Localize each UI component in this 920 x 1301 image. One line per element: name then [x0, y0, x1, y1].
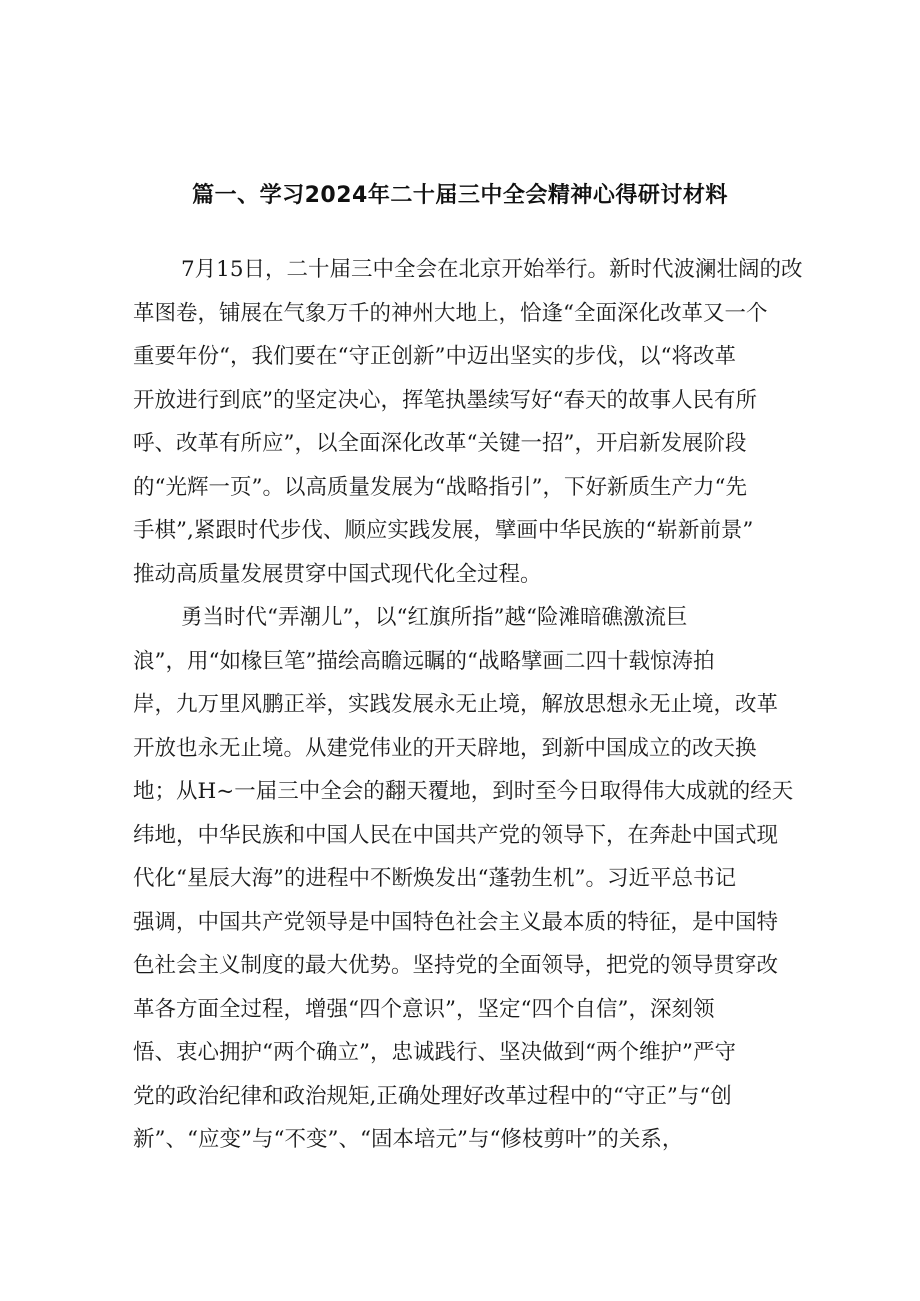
paragraph-line: 新”、“应变”与“不变”、“固本培元”与“修枝剪叶”的关系， — [133, 1127, 684, 1152]
paragraph-line: 开放进行到底”的坚定决心，挥笔执墨续写好“春天的故事人民有所 — [133, 388, 757, 413]
paragraph-line: 强调，中国共产党领导是中国特色社会主义最本质的特征，是中国特 — [133, 910, 779, 935]
paragraph-line: 色社会主义制度的最大优势。坚持党的全面领导，把党的领导贯穿改 — [133, 953, 779, 978]
paragraph-line: 党的政治纪律和政治规矩,正确处理好改革过程中的“守正”与“创 — [133, 1084, 732, 1109]
paragraph-line: 手棋”,紧跟时代步伐、顺应实践发展，擘画中华民族的“崭新前景” — [133, 518, 754, 543]
paragraph-line: 勇当时代“弄潮儿”，以“红旗所指”越“险滩暗礁激流巨 — [181, 605, 688, 630]
paragraph-line: 革图卷，铺展在气象万千的神州大地上，恰逢“全面深化改革又一个 — [133, 301, 768, 326]
paragraph-line: 推动高质量发展贯穿中国式现代化全过程。 — [133, 562, 542, 587]
paragraph-line: 的“光辉一页”。以高质量发展为“战略指引”，下好新质生产力“先 — [133, 475, 747, 500]
paragraph-line: 重要年份“，我们要在“守正创新”中迈出坚实的步伐，以“将改革 — [133, 344, 736, 369]
paragraph-line: 代化“星辰大海”的进程中不断焕发出“蓬勃生机”。习近平总书记 — [133, 866, 736, 891]
paragraph-line: 7月15日，二十届三中全会在北京开始举行。新时代波澜壮阔的改 — [181, 257, 803, 282]
document-title: 篇一、学习2024年二十届三中全会精神心得研讨材料 — [192, 183, 728, 208]
paragraph-line: 岸，九万里风鹏正举，实践发展永无止境，解放思想永无止境，改革 — [133, 692, 779, 717]
paragraph-line: 纬地，中华民族和中国人民在中国共产党的领导下，在奔赴中国式现 — [133, 823, 779, 848]
paragraph-line: 革各方面全过程，增强“四个意识”，坚定“四个自信”，深刻领 — [133, 997, 715, 1022]
paragraph-line: 呼、改革有所应”，以全面深化改革“关键一招”，开启新发展阶段 — [133, 431, 747, 456]
paragraph-line: 地；从H~一届三中全会的翻天覆地，到时至今日取得伟大成就的经天 — [133, 779, 794, 804]
paragraph-line: 浪”，用“如椽巨笔”描绘高瞻远瞩的“战略擘画二四十载惊涛拍 — [133, 649, 715, 674]
paragraph-line: 悟、衷心拥护“两个确立”，忠诚践行、坚决做到“两个维护”严守 — [133, 1040, 736, 1065]
paragraph-line: 开放也永无止境。从建党伟业的开天辟地，到新中国成立的改天换 — [133, 736, 757, 761]
